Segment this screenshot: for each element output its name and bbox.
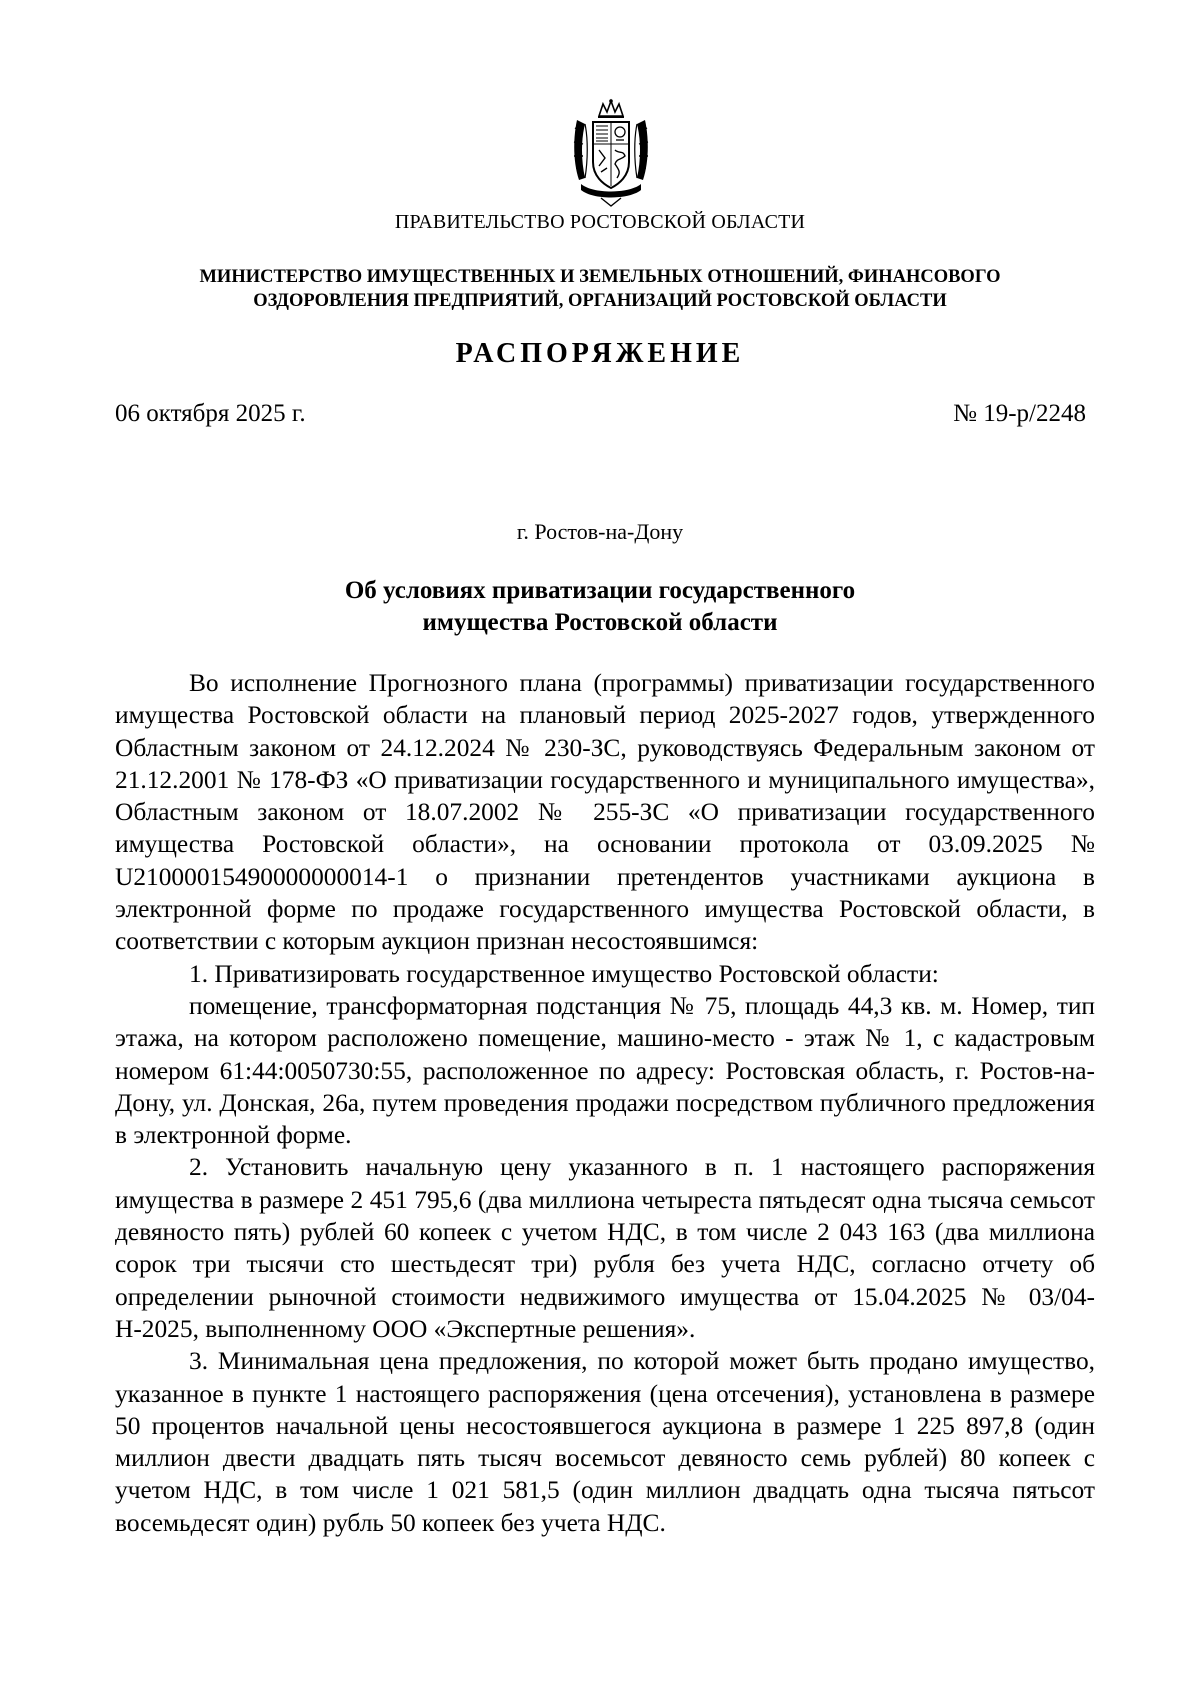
preamble-paragraph: Во исполнение Прогнозного плана (программы) приватизации государственного имущества Ростовской области на плановый период 2025-2027 годов, утвержденного Областным законом от 24.12.2024 № 230-ЗС, руководствуясь Федеральным законом от 21.12.2001 № 178-ФЗ «О приватизации государственного и муниципального имущества», Областным законом от 18.07.2002 № 255-ЗС «О приватизации государственного имущества Ростовской области», на основании протокола от 03.09.2025 № U21000015490000000014-1 о признании претендентов участниками аукциона в электронной форме по продаже государственного имущества Ростовской области, в соответствии с которым аукцион признан несостоявшимся: bbox=[115, 669, 1095, 956]
item-1-detail-paragraph: помещение, трансформаторная подстанция № 75, площадь 44,3 кв. м. Номер, тип этажа, на котором расположено помещение, машино-место - этаж № 1, с кадастровым номером 61:44:0050730:55, расположенное по адресу: Ростовская область, г. Ростов-на-Дону, ул. Донская, 26а, путем проведения продажи посредством публичного предложения в электронной форме. bbox=[115, 991, 1095, 1150]
document-date: 06 октября 2025 г. bbox=[115, 400, 306, 427]
government-name: ПРАВИТЕЛЬСТВО РОСТОВСКОЙ ОБЛАСТИ bbox=[394, 211, 806, 233]
document-body bbox=[115, 667, 1095, 1539]
subject-title-line1: Об условиях приватизации государственного bbox=[344, 577, 856, 604]
ministry-name-line2: ОЗДОРОВЛЕНИЯ ПРЕДПРИЯТИЙ, ОРГАНИЗАЦИЙ РОСТОВСКОЙ ОБЛАСТИ bbox=[253, 291, 947, 311]
document-type-title: РАСПОРЯЖЕНИЕ bbox=[455, 338, 745, 369]
subject-title-line2: имущества Ростовской области bbox=[422, 609, 778, 636]
ministry-name-line1: МИНИСТЕРСТВО ИМУЩЕСТВЕННЫХ И ЗЕМЕЛЬНЫХ ОТНОШЕНИЙ, ФИНАНСОВОГО bbox=[199, 267, 1001, 287]
item-3-paragraph: 3. Минимальная цена предложения, по которой может быть продано имущество, указанное в пункте 1 настоящего распоряжения (цена отсечения), установлена в размере 50 процентов начальной цены несостоявшегося аукциона в размере 1 225 897,8 (один миллион двести двадцать пять тысяч восемьсот девяносто семь рублей) 80 копеек с учетом НДС, в том числе 1 021 581,5 (один миллион двадцать одна тысяча пятьсот восемьдесят один) рубль 50 копеек без учета НДС. bbox=[115, 1347, 1095, 1537]
document-city: г. Ростов-на-Дону bbox=[516, 519, 684, 544]
item-1-paragraph: 1. Приватизировать государственное имущество Ростовской области: bbox=[189, 959, 939, 988]
coat-of-arms-icon bbox=[571, 98, 651, 208]
document-number: № 19-р/2248 bbox=[953, 400, 1086, 427]
item-2-paragraph: 2. Установить начальную цену указанного в п. 1 настоящего распоряжения имущества в размере 2 451 795,6 (два миллиона четыреста пятьдесят одна тысяча семьсот девяносто пять) рублей 60 копеек с учетом НДС, в том числе 2 043 163 (два миллиона сорок три тысячи сто шестьдесят три) рубля без учета НДС, согласно отчету об определении рыночной стоимости недвижимого имущества от 15.04.2025 № 03/04-Н-2025, выполненному ООО «Экспертные решения». bbox=[115, 1153, 1095, 1343]
